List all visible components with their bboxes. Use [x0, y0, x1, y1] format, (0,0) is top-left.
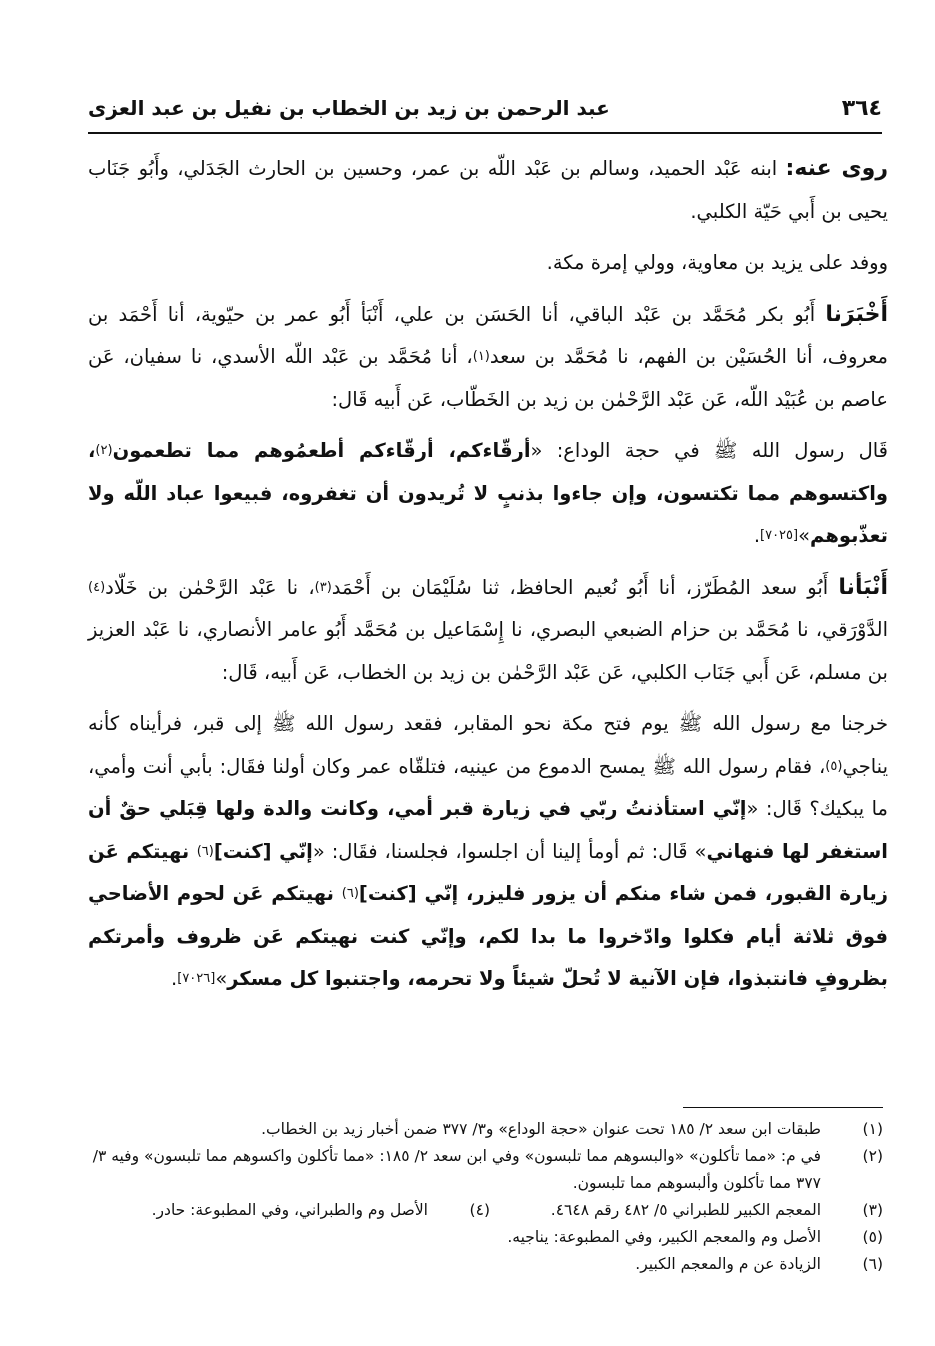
footnote-4 [88, 1197, 490, 1224]
footnote-ref[interactable]: (١) [472, 349, 490, 364]
hadith-text: نهيتكم عَن زيارة القبور، فمن شاء منكم أن يزور فليزر، إنّي [كنت] [88, 839, 888, 905]
footnote-2 [88, 1143, 883, 1197]
footnote-number: (٥) [862, 1228, 883, 1246]
footnote-text: الأصل وم والمعجم الكبير، وفي المطبوعة: يناجيه. [507, 1228, 821, 1246]
hadith-text: أرقّاءكم، أرقّاءكم أطعمُوهم مما تطعمون [112, 439, 531, 462]
paragraph-hadith-2 [88, 703, 888, 1001]
paragraph-text: ووفد على يزيد بن معاوية، وولي إمرة مكة. [546, 251, 888, 274]
footnote-ref[interactable]: (٦) [341, 886, 359, 901]
paragraph-text: الدَّوْرَقي، نا مُحَمَّد بن حزام الضبعي البصري، نا إِسْمَاعيل بن مُحَمَّد أَبُو عامر الأنصاري، نا عَبْد العزيز بن مسلم، عَن أَبي جَنَاب الكلبي، عَن عَبْد الرَّحْمٰن بن زيد بن الخطاب، عَن أَبيه، قَال: [88, 618, 888, 684]
footnote-6 [88, 1251, 883, 1278]
paragraph-text: أَبُو بكر مُحَمَّد بن عَبْد الباقي، أنا الحَسَن بن علي، أَنْبَأ أَبُو عمر بن حيّوية، أنا أَحْمَد بن معروف، أنا الحُسَيْن بن الفهم، نا مُحَمَّد بن سعد [88, 302, 888, 368]
hadith-number: [٧٠٢٦] [177, 971, 216, 986]
page-header [88, 92, 882, 134]
footnote-row [88, 1197, 883, 1224]
hadith-text: إنّي استأذنتُ ربّي في زيارة قبر أمي، وكانت والدة ولها قِبَلي حقٌ أن استغفر لها فنهاني [88, 797, 888, 863]
paragraph-lead: روى عنه: [785, 156, 888, 181]
footnote-ref[interactable]: (٦) [196, 843, 214, 859]
paragraph-text: ، فقام رسول الله ﷺ يمسح الدموع من عينيه، فتلقّاه عمر وكان أولنا فقَال: بأبي أنت وأمي، ما يبكيك؟ قَال: « [88, 754, 888, 820]
hadith-number: [٧٠٢٥] [760, 528, 799, 543]
quote-mark: » [798, 524, 811, 547]
footnote-text: طبقات ابن سعد ٢/ ١٨٥ تحت عنوان «حجة الوداع» و٣/ ٣٧٧ ضمن أخبار زيد بن الخطاب. [261, 1120, 821, 1138]
footnote-text: الزيادة عن م والمعجم الكبير. [635, 1255, 821, 1273]
main-text [88, 148, 888, 1010]
paragraph-text: خرجنا مع رسول الله ﷺ يوم فتح مكة نحو المقابر، فقعد رسول الله ﷺ إلى قبر، فرأيناه كأنه يناجي [88, 712, 888, 778]
footnote-number: (٤) [469, 1201, 490, 1219]
paragraph-delegation [88, 242, 888, 285]
footnote-1 [88, 1116, 883, 1143]
footnote-number: (٦) [862, 1255, 883, 1273]
footnote-ref[interactable]: (٤) [88, 579, 106, 595]
page-number: ٣٦٤ [841, 96, 882, 121]
sentence-end: . [753, 524, 761, 547]
paragraph-lead: أَنْبَأنا [838, 574, 888, 600]
paragraph-text: قَال رسول الله ﷺ في حجة الوداع: « [530, 439, 888, 462]
paragraph-text: ، أنا مُحَمَّد بن عَبْد اللّه الأسدي، نا سفيان، عَن عاصم بن عُبَيْد اللّه، عَن عَبْد الرَّحْمٰن بن زيد بن الخَطّاب، عَن أَبيه قَال: [88, 345, 888, 411]
footnote-ref[interactable]: (٥) [825, 758, 843, 774]
footnote-number: (٣) [862, 1201, 883, 1219]
running-title: عبد الرحمن بن زيد بن الخطاب بن نفيل بن عبد العزى [88, 96, 610, 120]
footnote-3 [490, 1197, 883, 1224]
paragraph-isnad-2 [88, 567, 888, 695]
paragraph-hadith-1 [88, 430, 888, 558]
footnote-ref[interactable]: (٣) [314, 579, 332, 595]
footnote-ref[interactable]: (٢) [95, 443, 113, 458]
footnote-number: (١) [862, 1120, 883, 1138]
hadith-text: إنّي [كنت] [213, 839, 313, 863]
footnote-text: الأصل وم والطبراني، وفي المطبوعة: حادر. [151, 1201, 428, 1219]
footnote-divider [683, 1107, 883, 1108]
sentence-end: . [171, 967, 178, 990]
footnote-text: في م: «مما تأكلون» «والبسوهم مما تلبسون» وفي ابن سعد ٢/ ١٨٥: «مما تأكلون واكسوهم مما تلبسون» وفيه ٣/ ٣٧٧ مما تأكلون وألبسوهم مما تلبسون. [92, 1147, 821, 1192]
hadith-text: نهيتكم عَن لحوم الأضاحي فوق ثلاثة أيام فكلوا وادّخروا ما بدا لكم، وإنّي كنت نهيتكم عَن ظروف وأمرتكم بظروفٍ فانتبذوا، فإن الآنية لا تُحلّ شيئاً ولا تحرمه، واجتنبوا كل مسكر [88, 882, 888, 990]
paragraph-narrators [88, 148, 888, 233]
footnotes [88, 1116, 883, 1278]
paragraph-isnad-1 [88, 294, 888, 422]
footnote-5 [88, 1224, 883, 1251]
paragraph-text: » قَال: ثم أومأ إلينا أن اجلسوا، فجلسنا، فقَال: « [312, 839, 707, 863]
footnote-text: المعجم الكبير للطبراني ٥/ ٤٨٢ رقم ٤٦٤٨. [550, 1201, 821, 1219]
paragraph-lead: أَخْبَرَنا [825, 301, 888, 327]
quote-mark: » [215, 967, 228, 990]
paragraph-text: ابنه عَبْد الحميد، وسالم بن عَبْد اللّه بن عمر، وحسين بن الحارث الجَدَلي، وأَبُو جَنَاب يحيى بن أَبي حَيّة الكلبي. [88, 157, 888, 223]
paragraph-text: أَبُو سعد المُطَرّز، أنا أَبُو نُعيم الحافظ، ثنا سُلَيْمَان بن أَحْمَد [331, 575, 839, 599]
footnote-number: (٢) [862, 1147, 883, 1165]
paragraph-text: ، نا عَبْد الرَّحْمٰن بن خَلّاد [105, 575, 315, 599]
hadith-text: ، واكتسوهم مما تكتسون، وإن جاءوا بذنبٍ لا تُريدون أن تغفروه، فبيعوا عباد اللّه ولا تعذّبوهم [88, 439, 888, 547]
